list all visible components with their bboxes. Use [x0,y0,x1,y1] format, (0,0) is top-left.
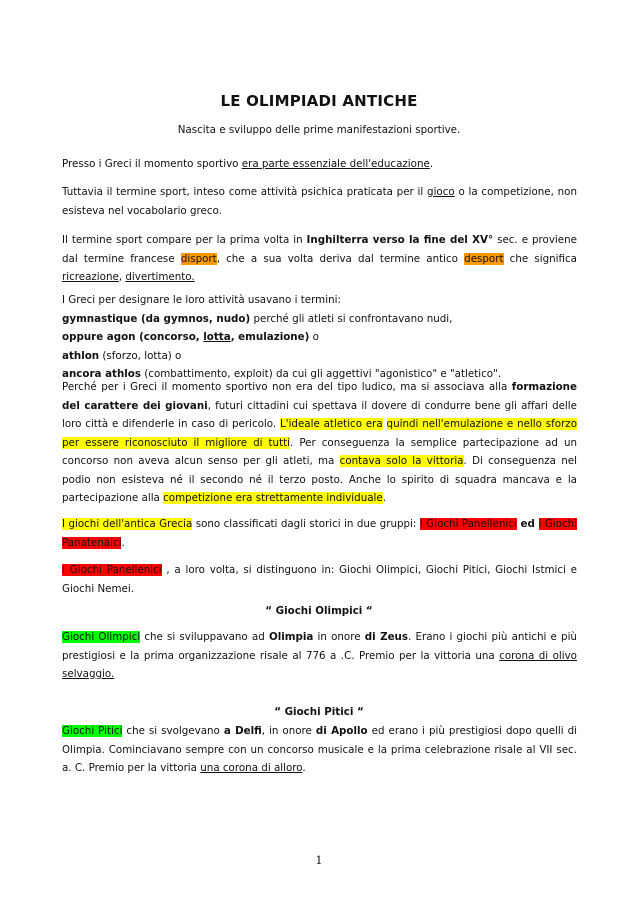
paragraph-intro [62,155,577,174]
bold-text: ancora athlos [62,368,142,380]
paragraph-panellenici [62,561,577,598]
text-run: , futuri cittadini cui spettava il dovere di condurre bene gli affari delle loro città e difenderle in caso di pericolo. [62,399,577,430]
text-run: . Per conseguenza la semplice partecipazione ad un concorso non aveva alcun senso per gli atleti, ma [62,436,577,467]
text-run: che significa [503,252,577,265]
text-run: . [121,536,125,549]
underlined-text: divertimento. [125,271,195,283]
text-run: Tuttavia il termine sport, inteso come attività psichica praticata per il [62,186,428,198]
highlighted-text: i Giochi Panatenaici [62,518,578,549]
text-run: . [382,492,387,504]
highlighted-text: desport [464,252,504,265]
text-run: . [302,762,306,774]
bold-text: Inghilterra verso la fine del XV° [306,234,494,246]
text-run: in onore [313,631,365,643]
text-run: . Erano i giochi più antichi e più prestigiosi e la prima organizzazione risale al 776 a .C. Premio per la vittoria una [62,631,577,662]
text-run: che si svolgevano [122,725,224,737]
text-run: Perché per i Greci il momento sportivo non era del tipo ludico, ma si associava alla [62,381,512,393]
text-run: , a loro volta, si distinguono in: Giochi Olimpici, Giochi Pitici, Giochi Istmici e Giochi Nemei. [62,564,578,595]
term-agon [62,328,577,347]
underlined-text: ricreazione [62,271,119,283]
page-number: 1 [315,854,323,867]
text-run: (sforzo, lotta) o [99,349,182,362]
bold-text: oppure agon (concorso, [62,331,204,343]
document-title: LE OLIMPIADI ANTICHE [220,92,418,110]
bold-text: di Apollo [315,725,368,737]
bold-text: athlon [62,349,100,362]
underlined-text: una corona di alloro [200,762,303,774]
text-run: o la competizione, non esisteva nel vocabolario greco. [62,186,577,217]
bold-text: a Delfi [223,725,262,737]
highlighted-text: quindi nell'emulazione e nello sforzo per essere riconosciuto il migliore di tutti [62,418,577,449]
text-run: sono classificati dagli storici in due gruppi: [192,518,420,530]
bold-text: di Zeus [364,631,409,643]
text-run: perché gli atleti si confrontavano nudi, [250,312,453,325]
highlighted-text: I Giochi Panellenici [419,518,517,530]
bold-text: formazione del carattere dei giovani [62,381,577,412]
text-run: o [309,331,319,343]
text-run: ed erano i più prestigiosi dopo quelli di Olimpia. Cominciavano sempre con un concorso musicale e la prima celebrazione risale al VII sec. a. C. Premio per la vittoria [62,725,577,774]
heading-giochi-pitici: “ Giochi Pitici “ [274,706,364,718]
term-gymnastique [62,310,577,329]
text-run: Il termine sport compare per la prima volta in [62,234,307,246]
paragraph-education [62,378,577,508]
highlighted-text: competizione era strettamente individuale [163,492,383,504]
bold-text: Olimpia [268,631,314,643]
bold-text: gymnastique (da gymnos, nudo) [62,312,251,325]
text-run: . [429,158,434,170]
paragraph-olimpici [62,628,577,684]
highlighted-text: Giochi Pitici [62,725,123,737]
highlighted-text: I Giochi Panellenici [62,564,162,576]
paragraph-pitici [62,722,577,778]
highlighted-text: Giochi Olimpici [62,631,141,643]
text-run: . Di conseguenza nel podio non esisteva né il secondo né il terzo posto. Anche lo spirito di squadra mancava e la partecipazione alla [62,455,577,504]
text-run: che si sviluppavano ad [140,631,269,643]
bold-text: ed [516,518,539,530]
text-run: , [118,271,126,283]
underlined-text: gioco [427,186,455,198]
text-run: , che a sua volta deriva dal termine antico [216,252,465,265]
highlighted-text: disport [180,252,217,265]
paragraph-classification [62,515,577,552]
highlighted-text: contava solo la vittoria [339,455,464,467]
text-run [383,418,387,430]
paragraph-etymology [62,231,577,287]
heading-giochi-olimpici: “ Giochi Olimpici “ [265,605,373,617]
text-line: I Greci per designare le loro attività usavano i termini: [62,294,341,306]
term-athlon [62,347,577,366]
underlined-text: era parte essenziale dell'educazione [241,158,430,170]
paragraph-greek-terms [62,291,577,384]
document-subtitle: Nascita e sviluppo delle prime manifestazioni sportive. [177,124,461,136]
text-run: sec. e proviene dal termine francese [62,234,577,265]
highlighted-text: I giochi dell'antica Grecia [62,518,193,530]
text-run: Presso i Greci il momento sportivo [62,158,242,170]
underlined-text: corona di olivo selvaggio. [62,649,577,680]
paragraph-sport-term [62,183,577,220]
bold-underlined-text: lotta [203,331,231,343]
highlighted-text: L'ideale atletico era [280,418,383,430]
text-run: , in onore [261,725,316,737]
bold-text: , emulazione) [230,331,310,343]
text-run: (combattimento, exploit) da cui gli aggettivi "agonistico" e "atletico". [141,368,502,380]
